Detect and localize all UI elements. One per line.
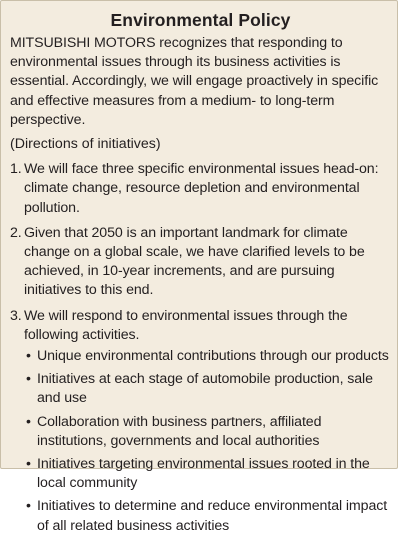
bullet-icon: • — [26, 371, 31, 388]
activity-item — [26, 497, 391, 535]
policy-title: Environmental Policy — [110, 10, 291, 30]
activity-text: Initiatives to determine and reduce environmental impact of all related business activities — [37, 498, 388, 534]
bullet-icon: • — [26, 348, 31, 365]
activity-list — [26, 347, 391, 536]
initiative-number: 3. — [10, 307, 22, 324]
activity-text: Initiatives at each stage of automobile production, sale and use — [37, 371, 373, 407]
activity-text: Initiatives targeting environmental issues rooted in the local community — [37, 456, 370, 492]
initiative-item-1 — [10, 160, 391, 218]
initiative-item-2 — [10, 224, 391, 301]
initiative-text: We will respond to environmental issues through the following activities. — [24, 307, 348, 343]
activity-item — [26, 370, 391, 408]
initiative-body — [24, 307, 391, 540]
bullet-icon: • — [26, 413, 31, 430]
activity-text: Collaboration with business partners, affiliated institutions, governments and local authorities — [37, 413, 322, 449]
initiative-text: Given that 2050 is an important landmark for climate change on a global scale, we have clarified levels to be achieved, in 10-year increments, and are pursuing initiatives to this end. — [24, 224, 365, 299]
initiative-number: 2. — [10, 224, 22, 241]
initiative-item-3 — [10, 307, 391, 540]
initiative-text: We will face three specific environmental issues head-on: climate change, resource depletion and environmental pollution. — [24, 161, 379, 216]
initiative-number: 1. — [10, 161, 22, 178]
activity-item — [26, 413, 391, 451]
directions-label: (Directions of initiatives) — [10, 136, 161, 153]
activity-item — [26, 455, 391, 493]
bullet-icon: • — [26, 456, 31, 473]
activity-text: Unique environmental contributions through our products — [37, 348, 389, 365]
bullet-icon: • — [26, 498, 31, 515]
activity-item — [26, 347, 391, 366]
policy-intro: MITSUBISHI MOTORS recognizes that responding to environmental issues through its business activities is essential. Accordingly, we will engage proactively in specific and effective measures from a medium- to long-term perspective. — [10, 35, 379, 128]
